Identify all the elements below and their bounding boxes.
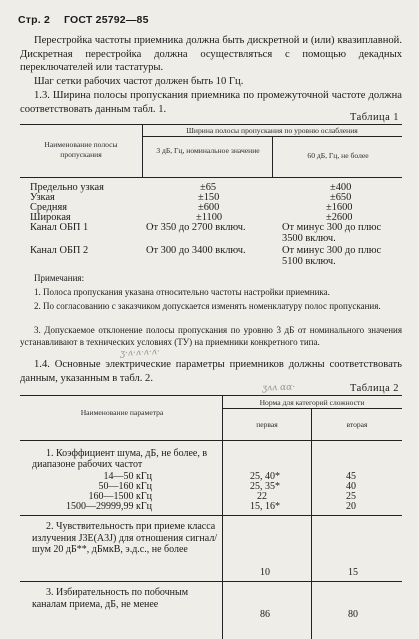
table1-row-60db: От минус 300 до плюс 3500 включ.	[282, 222, 382, 244]
table2-row1-title: 1. Коэффициент шума, дБ, не более, в диапазоне рабочих частот	[32, 448, 208, 470]
table2-row3-first: 86	[260, 609, 270, 620]
standard-number: ГОСТ 25792—85	[64, 14, 149, 26]
table2-col-second: вторая	[346, 420, 368, 429]
table1-row-60db: ±400	[330, 182, 352, 193]
table1-row-60db: ±1600	[326, 202, 353, 213]
paragraph-1-4: 1.4. Основные электрические параметры приемников должны соответствовать данным, указанным в табл. 2.	[20, 359, 402, 384]
table1-col-60db: 60 дБ, Гц, не более	[307, 151, 369, 160]
table1-row-60db: От минус 300 до плюс 5100 включ.	[282, 245, 382, 267]
note-1: 1. Полоса пропускания указана относительно частоты настройки приемника.	[34, 287, 330, 297]
table1-row-name: Канал ОБП 1	[30, 222, 89, 233]
table1-row-60db: ±2600	[326, 212, 353, 223]
table1-col-3db: 3 дБ, Гц, номинальное значение	[156, 146, 260, 155]
table2-row2-text: 2. Чувствительность при приеме класса излучения J3E(A3J) для отношения сигнал/шум 20 дБ**, дБмкВ, э.д.с., не более	[32, 521, 218, 555]
table2-col-first: первая	[256, 420, 278, 429]
table2-row3-second: 80	[348, 609, 358, 620]
table2-row-rule	[20, 581, 402, 582]
table2-row1-range: 1500—29999,99 кГц	[66, 501, 152, 512]
table1-row-name: Средняя	[30, 202, 68, 213]
table2-header-rule	[20, 440, 402, 441]
page-header	[18, 14, 149, 26]
note-2: 2. По согласованию с заказчиком допускается изменять номенклатуру полос пропускания.	[34, 301, 381, 311]
table1-row-3db: От 350 до 2700 включ.	[146, 222, 246, 233]
table1-header-rule	[20, 177, 402, 178]
table1-row-3db: От 300 до 3400 включ.	[146, 245, 246, 256]
table2-row1-range: 160—1500 кГц	[88, 491, 152, 502]
paragraph-step: Шаг сетки рабочих частот должен быть 10 Гц.	[34, 76, 244, 87]
table2-col-divider	[222, 395, 223, 639]
table2-col-group: Норма для категорий сложности	[259, 398, 365, 407]
table1-row-3db: ±600	[198, 202, 220, 213]
table1-row-3db: ±65	[200, 182, 217, 193]
table2-row1-range: 50—160 кГц	[98, 481, 152, 492]
table2-row1-range: 14—50 кГц	[103, 471, 152, 482]
table2-row2-first: 10	[260, 567, 270, 578]
table2-row1-second: 40	[346, 481, 356, 492]
table1-row-3db: ±1100	[196, 212, 223, 223]
table2-row1-first: 15, 16*	[250, 501, 280, 512]
table1-row-name: Широкая	[30, 212, 71, 223]
table2-top-rule	[20, 395, 402, 396]
table1-caption: Таблица 1	[350, 112, 399, 123]
handwritten-mark: ʒ·ʌ·ʌ·ʌ·ʌ·	[119, 346, 160, 360]
table2-row1-second: 45	[346, 471, 356, 482]
table2-row3-text: 3. Избирательность по побочным каналам приема, дБ, не менее	[32, 587, 189, 610]
table1-row-3db: ±150	[198, 192, 220, 203]
note-3: 3. Допускаемое отклонение полосы пропускания по уровню 3 дБ от номинального значения устанавливают в технических условиях (ТУ) на приемники конкретного типа.	[20, 325, 402, 347]
table2-row1-first: 22	[257, 491, 267, 502]
table1-col-name: Наименование полосы пропускания	[44, 140, 118, 159]
table2-caption: Таблица 2	[350, 383, 399, 394]
notes-title: Примечания:	[34, 273, 85, 283]
table1-col-group: Ширина полосы пропускания по уровню ослабления	[186, 126, 358, 135]
table2-row2-second: 15	[348, 567, 358, 578]
table1-top-rule	[20, 124, 402, 125]
table2-row-rule	[20, 515, 402, 516]
paragraph-tuning: Перестройка частоты приемника должна быть дискретной и (или) квазиплавной. Дискретная перестройка должна осуществляться с помощью декадных переключателей или тастатуры.	[20, 35, 402, 73]
page-number: Стр. 2	[18, 14, 51, 26]
table2-row1-second: 20	[346, 501, 356, 512]
table1-row-60db: ±650	[330, 192, 352, 203]
table2-row1-first: 25, 40*	[250, 471, 280, 482]
handwritten-mark: ʒʌʌ ɑɑ·	[261, 382, 296, 394]
table2-group-rule	[222, 408, 402, 409]
table1-row-name: Узкая	[30, 192, 55, 203]
table1-row-name: Предельно узкая	[30, 182, 104, 193]
table1-col-divider	[142, 124, 143, 177]
table2-row1-second: 25	[346, 491, 356, 502]
table1-col-divider-2	[272, 136, 273, 177]
paragraph-1-3: 1.3. Ширина полосы пропускания приемника по промежуточной частоте должна соответствовать данным табл. 1.	[20, 90, 402, 115]
table2-col-name: Наименование параметра	[80, 408, 164, 417]
table1-row-name: Канал ОБП 2	[30, 245, 89, 256]
table2-row1-first: 25, 35*	[250, 481, 280, 492]
table2-col-divider-2	[311, 408, 312, 639]
